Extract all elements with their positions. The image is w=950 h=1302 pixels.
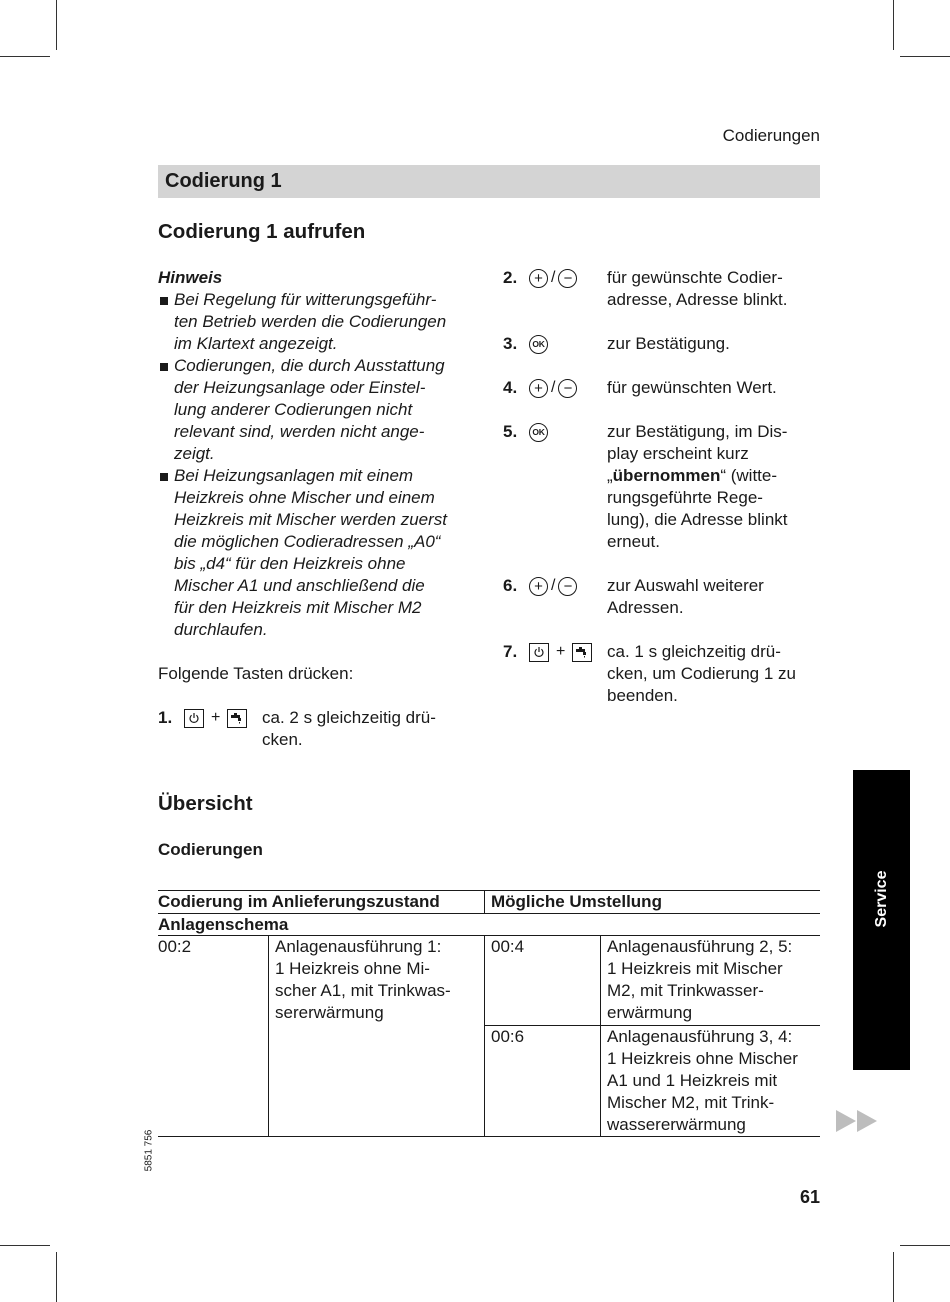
power-icon xyxy=(184,709,204,728)
note-line: Codierungen, die durch Ausstattung xyxy=(174,356,445,375)
note-line: die möglichen Codieradressen „A0“ xyxy=(174,532,441,551)
table-cell-line: 1 Heizkreis mit Mischer xyxy=(607,959,783,978)
table-header-options: Mögliche Umstellung xyxy=(491,892,662,911)
coding-table xyxy=(158,890,820,1138)
table-header-default: Codierung im Anlieferungszustand xyxy=(158,892,440,911)
note-line: Heizkreis ohne Mischer und einem xyxy=(174,488,435,507)
slash-separator: / xyxy=(551,577,556,594)
table-cell-line: scher A1, mit Trinkwas- xyxy=(275,981,451,1000)
step-text: für gewünschten Wert. xyxy=(607,378,777,397)
table-cell-line: wassererwärmung xyxy=(607,1115,746,1134)
table-cell-line: Anlagenausführung 1: xyxy=(275,937,442,956)
key-combination xyxy=(529,267,577,289)
table-divider xyxy=(484,935,485,1136)
crop-mark xyxy=(893,1252,894,1302)
section-title: Codierung 1 xyxy=(158,165,820,198)
side-tab-label: Service xyxy=(872,870,890,928)
note-title: Hinweis xyxy=(158,268,223,287)
table-cell-line: erwärmung xyxy=(607,1003,693,1022)
step-text-line xyxy=(607,465,788,487)
step-text: zur Bestätigung. xyxy=(607,334,730,353)
step-text: adresse, Adresse blinkt. xyxy=(607,290,788,309)
table-divider xyxy=(268,935,269,1136)
running-header: Codierungen xyxy=(722,126,820,145)
note-line: lung anderer Codierungen nicht xyxy=(174,400,413,419)
table-rule xyxy=(158,1136,820,1137)
note-line: der Heizungsanlage oder Einstel- xyxy=(174,378,426,397)
page-number: 61 xyxy=(799,1187,820,1207)
step-number: 3. xyxy=(503,334,518,353)
table-cell-line: sererwärmung xyxy=(275,1003,384,1022)
note-line: Bei Regelung für witterungsgeführ- xyxy=(174,290,437,309)
step-text: lung), die Adresse blinkt xyxy=(607,510,788,529)
step-number: 6. xyxy=(503,576,518,595)
table-group-label: Anlagenschema xyxy=(158,915,289,934)
bullet-square-icon xyxy=(160,297,168,305)
hot-water-tap-icon xyxy=(572,643,592,662)
note-line: Heizkreis mit Mischer werden zuerst xyxy=(174,510,448,529)
crop-mark xyxy=(900,56,950,57)
slash-separator: / xyxy=(551,379,556,396)
key-combination xyxy=(529,377,577,399)
step-number: 4. xyxy=(503,378,518,397)
slash-separator: / xyxy=(551,269,556,286)
option-code: 00:4 xyxy=(491,937,525,956)
document-number: 5851 756 xyxy=(143,1129,155,1172)
heading-codes: Codierungen xyxy=(158,840,263,859)
note-line: zeigt. xyxy=(174,444,215,463)
table-divider xyxy=(484,890,485,913)
step-6 xyxy=(503,575,820,619)
emphasis-text: übernommen xyxy=(612,466,721,485)
note-line: Bei Heizungsanlagen mit einem xyxy=(174,466,414,485)
note-bullet xyxy=(158,355,483,465)
plus-sign: + xyxy=(211,709,221,726)
hot-water-tap-icon xyxy=(227,709,247,728)
step-text: rungsgeführte Rege- xyxy=(607,488,763,507)
crop-mark xyxy=(56,0,57,50)
step-text: ca. 2 s gleichzeitig drü- xyxy=(262,708,436,727)
default-description xyxy=(275,936,480,1024)
key-combination xyxy=(529,333,548,355)
table-cell-line: Mischer M2, mit Trink- xyxy=(607,1093,775,1112)
minus-circle-icon: − xyxy=(558,379,577,398)
plus-sign: + xyxy=(556,643,566,660)
bullet-square-icon xyxy=(160,473,168,481)
power-icon xyxy=(529,643,549,662)
step-number: 5. xyxy=(503,422,518,441)
step-text: play erscheint kurz xyxy=(607,444,749,463)
default-code: 00:2 xyxy=(158,937,192,956)
crop-mark xyxy=(0,56,50,57)
press-keys-instruction: Folgende Tasten drücken: xyxy=(158,664,354,683)
crop-mark xyxy=(900,1245,950,1246)
note-line: bis „d4“ für den Heizkreis ohne xyxy=(174,554,406,573)
step-text: cken. xyxy=(262,730,303,749)
step-3 xyxy=(503,333,820,355)
table-cell-line: M2, mit Trinkwasser- xyxy=(607,981,764,1000)
step-text: erneut. xyxy=(607,532,660,551)
step-2 xyxy=(503,267,820,311)
table-cell-line: Anlagenausführung 2, 5: xyxy=(607,937,793,956)
note-block xyxy=(158,267,483,641)
option-code: 00:6 xyxy=(491,1027,525,1046)
key-combination xyxy=(529,641,592,663)
quote-open: „ xyxy=(607,466,613,485)
table-cell-line: 1 Heizkreis ohne Mi- xyxy=(275,959,430,978)
step-number: 7. xyxy=(503,642,518,661)
note-line: für den Heizkreis mit Mischer M2 xyxy=(174,598,422,617)
step-text: cken, um Codierung 1 zu xyxy=(607,664,796,683)
service-side-tab xyxy=(853,770,910,1070)
step-text: ca. 1 s gleichzeitig drü- xyxy=(607,642,781,661)
step-7 xyxy=(503,641,820,707)
bullet-square-icon xyxy=(160,363,168,371)
plus-circle-icon: + xyxy=(529,577,548,596)
step-5 xyxy=(503,421,820,553)
key-combination xyxy=(529,575,577,597)
option-description xyxy=(607,1026,820,1136)
note-line: im Klartext angezeigt. xyxy=(174,334,338,353)
step-4 xyxy=(503,377,820,399)
table-cell-line: Anlagenausführung 3, 4: xyxy=(607,1027,793,1046)
crop-mark xyxy=(0,1245,50,1246)
table-divider xyxy=(600,935,601,1136)
step-text: zur Auswahl weiterer xyxy=(607,576,764,595)
key-combination xyxy=(184,707,247,729)
crop-mark xyxy=(893,0,894,50)
note-line: durchlaufen. xyxy=(174,620,268,639)
step-number: 2. xyxy=(503,268,518,287)
step-number: 1. xyxy=(158,708,173,727)
step-1 xyxy=(158,707,458,751)
ok-button-icon: OK xyxy=(529,423,548,442)
note-bullet xyxy=(158,465,483,641)
note-bullet xyxy=(158,289,483,355)
minus-circle-icon: − xyxy=(558,577,577,596)
table-cell-line: 1 Heizkreis ohne Mischer xyxy=(607,1049,798,1068)
arrow-right-icon xyxy=(857,1110,877,1132)
key-combination xyxy=(529,421,548,443)
step-text: beenden. xyxy=(607,686,678,705)
step-text: Adressen. xyxy=(607,598,684,617)
note-line: Mischer A1 und anschließend die xyxy=(174,576,425,595)
table-cell-line: A1 und 1 Heizkreis mit xyxy=(607,1071,778,1090)
crop-mark xyxy=(56,1252,57,1302)
arrow-right-icon xyxy=(836,1110,856,1132)
heading-overview: Übersicht xyxy=(158,792,253,815)
note-line: relevant sind, werden nicht ange- xyxy=(174,422,425,441)
minus-circle-icon: − xyxy=(558,269,577,288)
step-text: zur Bestätigung, im Dis- xyxy=(607,422,788,441)
plus-circle-icon: + xyxy=(529,269,548,288)
continue-arrows-icon xyxy=(836,1110,878,1132)
plus-circle-icon: + xyxy=(529,379,548,398)
step-text: für gewünschte Codier- xyxy=(607,268,783,287)
option-description xyxy=(607,936,820,1024)
ok-button-icon: OK xyxy=(529,335,548,354)
note-line: ten Betrieb werden die Codierungen xyxy=(174,312,447,331)
heading-call-coding: Codierung 1 aufrufen xyxy=(158,220,366,243)
step-text: “ (witte- xyxy=(720,466,778,485)
